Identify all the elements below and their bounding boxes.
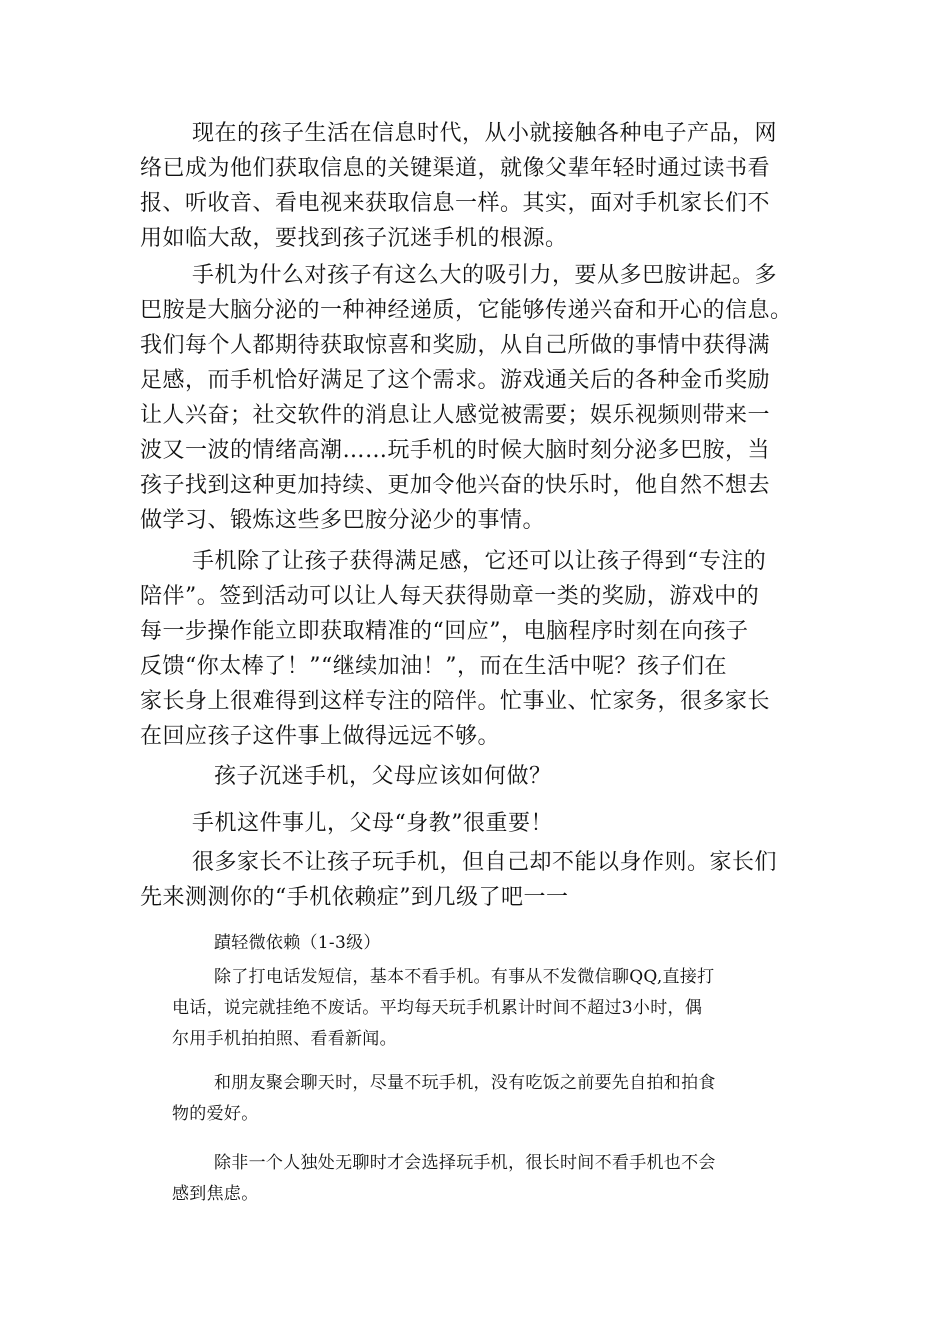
section-heading: [192, 806, 553, 841]
paragraph-line: 很多家长不让孩子玩手机，但自己却不能以身作则。家长们: [192, 850, 778, 875]
paragraph-line: 先来测测你的“手机依赖症”到几级了吧一一: [140, 885, 569, 910]
paragraph-1: [140, 116, 777, 256]
paragraph-line: 现在的孩子生活在信息时代，从小就接触各种电子产品，网: [192, 121, 778, 146]
paragraph-line: 让人兴奋；社交软件的消息让人感觉被需要；娱乐视频则带来一: [140, 403, 771, 428]
paragraph-2: [140, 258, 793, 538]
paragraph-line: 反馈“你太棒了！”“继续加油！”，而在生活中呢？孩子们在: [140, 654, 727, 679]
paragraph-line: 做学习、锻炼这些多巴胺分泌少的事情。: [140, 508, 546, 533]
paragraph-line: 蹟轻微依赖（1-3级）: [214, 933, 381, 953]
paragraph-line: 手机这件事儿，父母“身教”很重要！: [192, 811, 553, 836]
paragraph-6: [172, 1068, 716, 1130]
level-heading: [214, 928, 381, 959]
paragraph-line: 电话，说完就挂绝不废话。平均每天玩手机累计时间不超过3小时，偶: [172, 998, 703, 1018]
paragraph-line: 足感，而手机恰好满足了这个需求。游戏通关后的各种金币奖励: [140, 368, 771, 393]
paragraph-line: 物的爱好。: [172, 1104, 259, 1124]
paragraph-line: 巴胺是大脑分泌的一种神经递质，它能够传递兴奋和开心的信息。: [140, 298, 793, 323]
paragraph-line: 用如临大敌，要找到孩子沉迷手机的根源。: [140, 226, 568, 251]
paragraph-line: 手机为什么对孩子有这么大的吸引力，要从多巴胺讲起。多: [192, 263, 778, 288]
paragraph-line: 陪伴”。签到活动可以让人每天获得勋章一类的奖励，游戏中的: [140, 584, 760, 609]
paragraph-4: [140, 845, 777, 915]
paragraph-line: 波又一波的情绪高潮……玩手机的时候大脑时刻分泌多巴胺，当: [140, 438, 771, 463]
paragraph-line: 尔用手机拍拍照、看看新闻。: [172, 1029, 397, 1049]
paragraph-7: [172, 1148, 716, 1210]
section-question: [214, 759, 552, 794]
paragraph-line: 孩子沉迷手机，父母应该如何做？: [214, 764, 552, 789]
paragraph-line: 络已成为他们获取信息的关键渠道，就像父辈年轻时通过读书看: [140, 156, 771, 181]
paragraph-5: [172, 962, 714, 1055]
paragraph-line: 手机除了让孩子获得满足感，它还可以让孩子得到“专注的: [192, 549, 767, 574]
paragraph-line: 和朋友聚会聊天时，尽量不玩手机，没有吃饭之前要先自拍和拍食: [214, 1073, 716, 1093]
paragraph-line: 家长身上很难得到这样专注的陪伴。忙事业、忙家务，很多家长: [140, 689, 771, 714]
paragraph-line: 孩子找到这种更加持续、更加令他兴奋的快乐时，他自然不想去: [140, 473, 771, 498]
paragraph-3: [140, 544, 770, 754]
paragraph-line: 除非一个人独处无聊时才会选择玩手机，很长时间不看手机也不会: [214, 1153, 716, 1173]
paragraph-line: 报、听收音、看电视来获取信息一样。其实，面对手机家长们不: [140, 191, 771, 216]
paragraph-line: 我们每个人都期待获取惊喜和奖励，从自己所做的事情中获得满: [140, 333, 771, 358]
paragraph-line: 每一步操作能立即获取精准的“回应”，电脑程序时刻在向孩子: [140, 619, 749, 644]
paragraph-line: 除了打电话发短信，基本不看手机。有事从不发微信聊QQ,直接打: [214, 967, 715, 987]
paragraph-line: 感到焦虑。: [172, 1184, 259, 1204]
paragraph-line: 在回应孩子这件事上做得远远不够。: [140, 724, 501, 749]
